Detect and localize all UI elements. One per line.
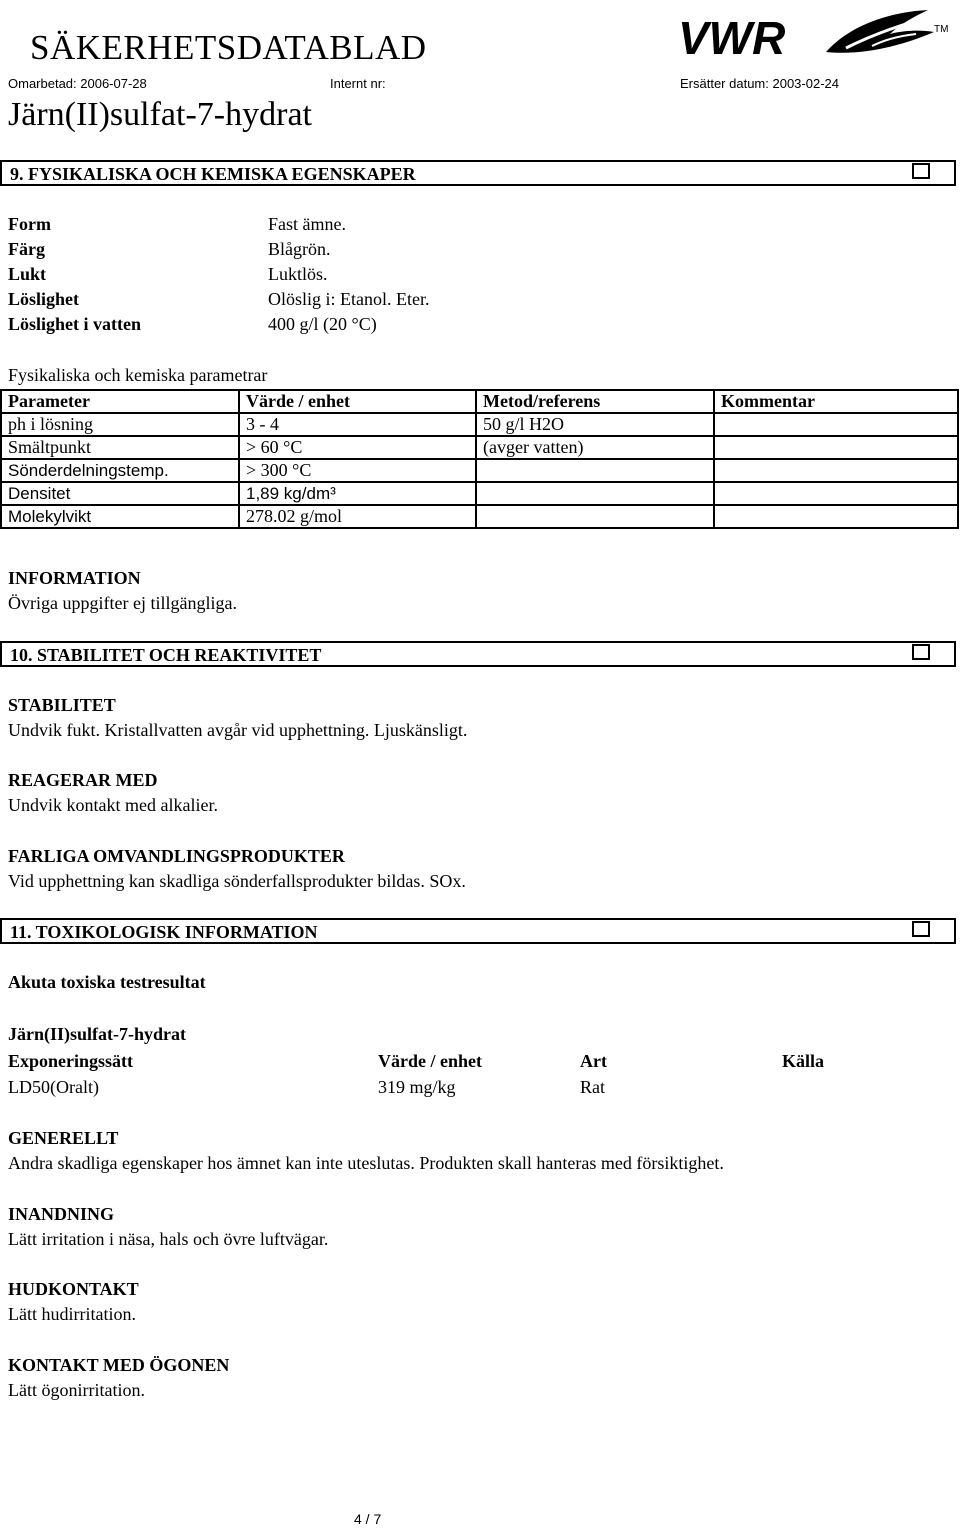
reacts-with-heading: REAGERAR MED: [8, 770, 158, 790]
inhalation-text: Lätt irritation i näsa, hals och övre luftvägar.: [8, 1229, 329, 1249]
reacts-with-text: Undvik kontakt med alkalier.: [8, 795, 218, 815]
prop-value: Olöslig i: Etanol. Eter.: [268, 289, 430, 309]
table-cell: [476, 459, 714, 482]
revised-date: Omarbetad: 2006-07-28: [8, 76, 147, 91]
stability-text: Undvik fukt. Kristallvatten avgår vid upphettning. Ljuskänsligt.: [8, 720, 468, 740]
prop-value: Luktlös.: [268, 264, 328, 284]
column-header: Parameter: [1, 390, 239, 413]
document-title: SÄKERHETSDATABLAD: [30, 28, 427, 67]
checkbox-icon[interactable]: [912, 644, 930, 660]
eye-contact-heading: KONTAKT MED ÖGONEN: [8, 1355, 230, 1375]
table-row: [1, 505, 958, 528]
table-cell: Molekylvikt: [1, 505, 239, 528]
table-cell: 278.02 g/mol: [239, 505, 476, 528]
table-cell: ph i lösning: [1, 413, 239, 436]
table-cell: 50 g/l H2O: [476, 413, 714, 436]
prop-label: Löslighet i vatten: [8, 314, 141, 334]
skin-contact-heading: HUDKONTAKT: [8, 1279, 139, 1299]
table-cell: 3 - 4: [239, 413, 476, 436]
hazardous-products-text: Vid upphettning kan skadliga sönderfallsprodukter bildas. SOx.: [8, 871, 466, 891]
info-heading: INFORMATION: [8, 568, 141, 588]
table-cell: Smältpunkt: [1, 436, 239, 459]
vwr-logo: [676, 4, 950, 64]
table-cell: [714, 436, 958, 459]
table-cell: LD50(Oralt): [8, 1077, 99, 1097]
prop-value: Fast ämne.: [268, 214, 346, 234]
column-header: Värde / enhet: [378, 1051, 482, 1071]
prop-label: Färg: [8, 239, 45, 259]
eye-contact-text: Lätt ögonirritation.: [8, 1380, 145, 1400]
table-cell: [476, 482, 714, 505]
table-row: [1, 482, 958, 505]
column-header: Kommentar: [714, 390, 958, 413]
prop-value: 400 g/l (20 °C): [268, 314, 377, 334]
column-header: Exponeringssätt: [8, 1051, 134, 1071]
checkbox-icon[interactable]: [912, 921, 930, 937]
table-cell: (avger vatten): [476, 436, 714, 459]
product-title: Järn(II)sulfat-7-hydrat: [8, 96, 312, 133]
section-9-title: 9. FYSIKALISKA OCH KEMISKA EGENSKAPER: [10, 164, 416, 184]
table-cell: [714, 505, 958, 528]
table-cell: Rat: [580, 1077, 605, 1097]
column-header: Metod/referens: [476, 390, 714, 413]
section-10-title: 10. STABILITET OCH REAKTIVITET: [10, 645, 322, 665]
table-cell: 1,89 kg/dm³: [239, 482, 476, 505]
table-cell: > 60 °C: [239, 436, 476, 459]
table-cell: > 300 °C: [239, 459, 476, 482]
table-row: [1, 413, 958, 436]
substance-name: Järn(II)sulfat-7-hydrat: [8, 1024, 186, 1044]
table-cell: [714, 413, 958, 436]
info-text: Övriga uppgifter ej tillgängliga.: [8, 593, 237, 613]
parameters-table: [0, 389, 959, 529]
hazardous-products-heading: FARLIGA OMVANDLINGSPRODUKTER: [8, 846, 345, 866]
general-heading: GENERELLT: [8, 1128, 119, 1148]
table-cell: [476, 505, 714, 528]
section-11-title: 11. TOXIKOLOGISK INFORMATION: [10, 922, 318, 942]
table-cell: 319 mg/kg: [378, 1077, 456, 1097]
general-text: Andra skadliga egenskaper hos ämnet kan inte uteslutas. Produkten skall hanteras med försiktighet.: [8, 1153, 724, 1173]
table-cell: [714, 482, 958, 505]
logo-text: VWR: [678, 12, 786, 64]
table-cell: [714, 459, 958, 482]
logo-tm: TM: [934, 24, 949, 35]
internal-number: Internt nr:: [330, 76, 386, 91]
table-caption: Fysikaliska och kemiska parametrar: [8, 365, 268, 385]
table-row: [1, 436, 958, 459]
table-row: [1, 459, 958, 482]
table-cell: Densitet: [1, 482, 239, 505]
prop-label: Löslighet: [8, 289, 80, 309]
acute-toxicity-heading: Akuta toxiska testresultat: [8, 972, 206, 992]
column-header: Källa: [782, 1051, 825, 1071]
checkbox-icon[interactable]: [912, 163, 930, 179]
section-11-bar: [0, 918, 956, 944]
column-header: Värde / enhet: [239, 390, 476, 413]
replaces-date: Ersätter datum: 2003-02-24: [680, 76, 839, 91]
inhalation-heading: INANDNING: [8, 1204, 115, 1224]
skin-contact-text: Lätt hudirritation.: [8, 1304, 136, 1324]
column-header: Art: [580, 1051, 607, 1071]
prop-label: Form: [8, 214, 51, 234]
stability-heading: STABILITET: [8, 695, 116, 715]
prop-value: Blågrön.: [268, 239, 331, 259]
table-header-row: [1, 390, 958, 413]
prop-label: Lukt: [8, 264, 47, 284]
table-cell: Sönderdelningstemp.: [1, 459, 239, 482]
section-10-bar: [0, 641, 956, 667]
section-9-bar: [0, 160, 956, 186]
page-number: 4 / 7: [354, 1511, 382, 1527]
